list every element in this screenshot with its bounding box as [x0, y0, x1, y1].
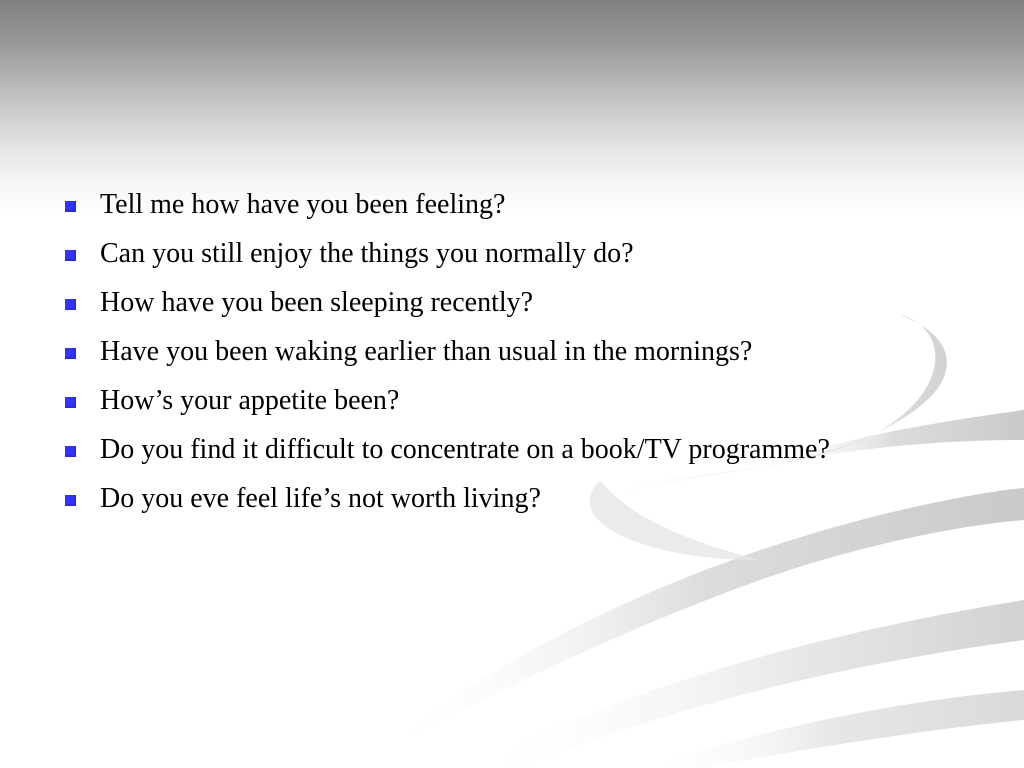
- list-item: [60, 284, 920, 322]
- list-item: [60, 235, 920, 273]
- square-bullet-icon: [65, 495, 76, 506]
- bullet-text: How’s your appetite been?: [100, 385, 400, 416]
- square-bullet-icon: [65, 397, 76, 408]
- bullet-text: Do you eve feel life’s not worth living?: [100, 483, 541, 514]
- bullet-text: How have you been sleeping recently?: [100, 287, 534, 318]
- list-item: [60, 431, 840, 469]
- bullet-text: Can you still enjoy the things you normally do?: [100, 238, 634, 269]
- square-bullet-icon: [65, 446, 76, 457]
- bullet-text: Have you been waking earlier than usual in the mornings?: [100, 336, 753, 367]
- list-item: [60, 333, 920, 371]
- square-bullet-icon: [65, 201, 76, 212]
- list-item: [60, 480, 920, 518]
- list-item: [60, 186, 920, 224]
- bullet-text: Tell me how have you been feeling?: [100, 189, 506, 220]
- square-bullet-icon: [65, 250, 76, 261]
- bullet-list: [60, 186, 920, 529]
- square-bullet-icon: [65, 348, 76, 359]
- square-bullet-icon: [65, 299, 76, 310]
- bullet-text: Do you find it difficult to concentrate on a book/TV programme?: [100, 434, 830, 465]
- list-item: [60, 382, 920, 420]
